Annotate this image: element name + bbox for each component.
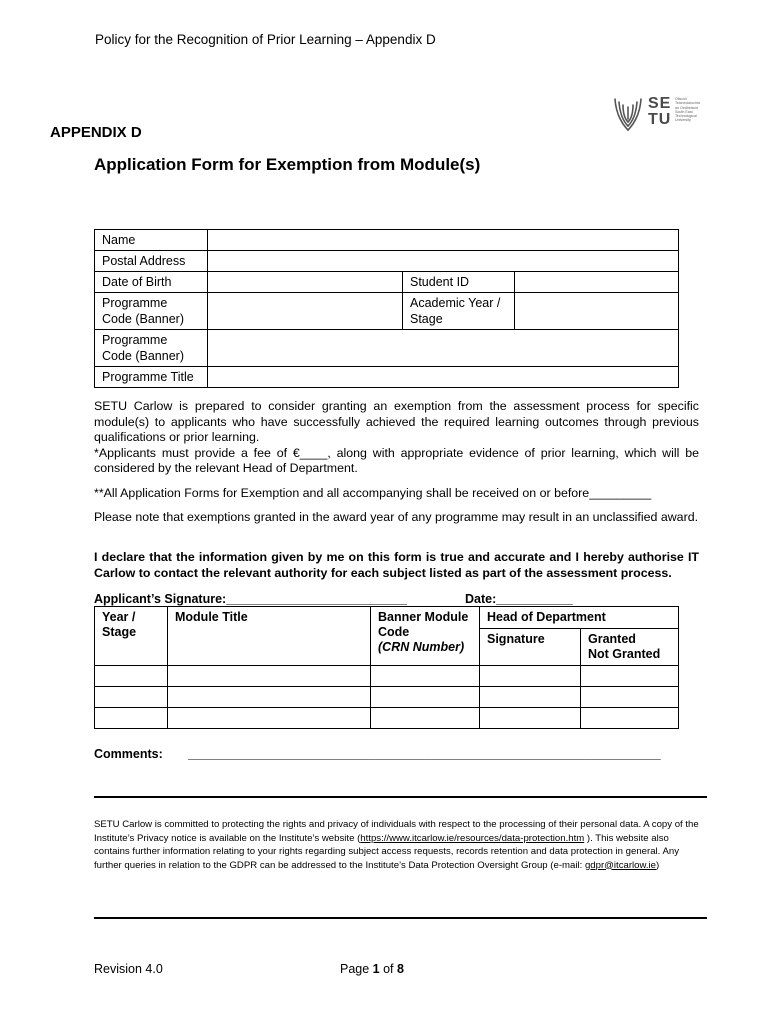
programme-code-label: Programme Code (Banner): [95, 293, 208, 330]
comments-label: Comments:: [94, 747, 163, 761]
name-label: Name: [95, 230, 208, 251]
granted-header: Granted Not Granted: [581, 629, 679, 666]
signature-header: Signature: [480, 629, 581, 666]
student-id-field[interactable]: [515, 272, 679, 293]
divider: [94, 796, 707, 798]
divider: [94, 917, 707, 919]
table-row: [95, 330, 679, 367]
table-row: [95, 272, 679, 293]
table-row: [95, 666, 679, 687]
postal-address-field[interactable]: [208, 251, 679, 272]
table-cell[interactable]: [480, 687, 581, 708]
programme-code-field-2[interactable]: [208, 330, 679, 367]
banner-code-header: Banner Module Code (CRN Number): [371, 607, 480, 666]
programme-title-field[interactable]: [208, 367, 679, 388]
privacy-notice: SETU Carlow is committed to protecting the rights and privacy of individuals with respect to the processing of their personal data. A copy of the Institute’s Privacy notice is available on the Institute’s website (https://www.itcarlow.ie/resources/data-protection.htm ). This website also contains further information relating to your rights regarding subject access requests, records retention and data protection in general. Any further queries in relation to the GDPR can be addressed to the Institute’s Data Protection Oversight Group (e-mail: gdpr@itcarlow.ie): [94, 819, 699, 871]
module-title-header: Module Title: [168, 607, 371, 666]
year-stage-header: Year / Stage: [95, 607, 168, 666]
deadline-paragraph: **All Application Forms for Exemption and all accompanying shall be received on or before_________: [94, 486, 652, 500]
declaration-paragraph: I declare that the information given by me on this form is true and accurate and I hereby authorise IT Carlow to contact the relevant authority for each subject listed as part of the assessment process.: [94, 550, 699, 580]
postal-address-label: Postal Address: [95, 251, 208, 272]
table-cell[interactable]: [581, 666, 679, 687]
table-cell[interactable]: [371, 666, 480, 687]
revision-label: Revision 4.0: [94, 962, 163, 976]
programme-code-field[interactable]: [208, 293, 403, 330]
table-cell[interactable]: [371, 708, 480, 729]
gdpr-email-link[interactable]: gdpr@itcarlow.ie: [584, 859, 657, 871]
dob-label: Date of Birth: [95, 272, 208, 293]
head-of-department-header: Head of Department: [480, 607, 679, 629]
table-row: [95, 687, 679, 708]
form-title: Application Form for Exemption from Module(s): [94, 155, 481, 174]
academic-year-label: Academic Year / Stage: [403, 293, 515, 330]
table-cell[interactable]: [95, 666, 168, 687]
setu-logo-icon: [611, 95, 645, 133]
table-cell[interactable]: [95, 687, 168, 708]
table-cell[interactable]: [371, 687, 480, 708]
programme-title-label: Programme Title: [95, 367, 208, 388]
table-header-row: [95, 607, 679, 629]
running-header: Policy for the Recognition of Prior Learning – Appendix D: [95, 32, 436, 47]
privacy-link[interactable]: https://www.itcarlow.ie/resources/data-protection.htm: [360, 832, 585, 844]
comments-field[interactable]: ____________________________________________________________________: [188, 747, 661, 761]
table-cell[interactable]: [480, 666, 581, 687]
appendix-label: APPENDIX D: [50, 124, 142, 141]
intro-paragraph: SETU Carlow is prepared to consider granting an exemption from the assessment process for specific module(s) to applicants who have successfully achieved the required learning outcomes through previous qualifications or prior learning. *Applicants must provide a fee of €____, along with appropriate evidence of prior learning, which will be considered by the relevant Head of Department.: [94, 399, 699, 475]
student-id-label: Student ID: [403, 272, 515, 293]
setu-logo: [611, 95, 711, 135]
table-cell[interactable]: [168, 666, 371, 687]
date-label[interactable]: Date:___________: [465, 592, 573, 606]
logo-wordmark: SE TU: [648, 95, 672, 128]
dob-field[interactable]: [208, 272, 403, 293]
note-paragraph: Please note that exemptions granted in the award year of any programme may result in an unclassified award.: [94, 510, 699, 524]
table-row: [95, 230, 679, 251]
crn-label: (CRN Number): [378, 640, 465, 654]
table-cell[interactable]: [480, 708, 581, 729]
table-row: [95, 367, 679, 388]
table-cell[interactable]: [168, 687, 371, 708]
name-field[interactable]: [208, 230, 679, 251]
module-table: [94, 606, 679, 729]
table-cell[interactable]: [581, 687, 679, 708]
table-cell[interactable]: [168, 708, 371, 729]
academic-year-field[interactable]: [515, 293, 679, 330]
page-number: Page 1 of 8: [340, 962, 404, 976]
table-cell[interactable]: [581, 708, 679, 729]
table-row: [95, 293, 679, 330]
programme-code-label-2: Programme Code (Banner): [95, 330, 208, 367]
table-cell[interactable]: [95, 708, 168, 729]
table-row: [95, 708, 679, 729]
applicant-signature-label[interactable]: Applicant’s Signature:__________________________: [94, 592, 407, 606]
table-row: [95, 251, 679, 272]
applicant-info-table: [94, 229, 679, 388]
logo-subtext: Ollscoil Teicneolaíochta an Oirdheiscirt South East Technological University: [675, 97, 700, 123]
